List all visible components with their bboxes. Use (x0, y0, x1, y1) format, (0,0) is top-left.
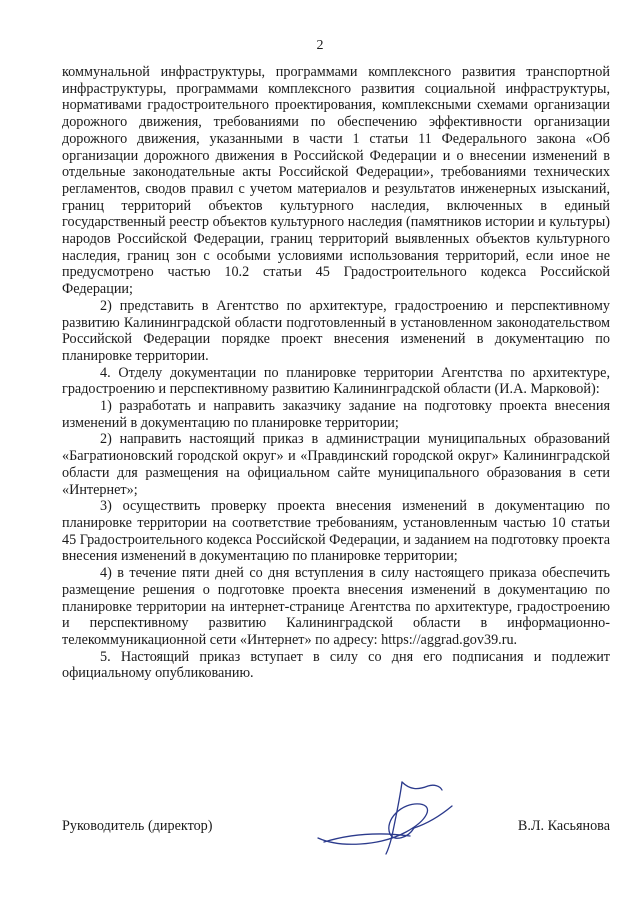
document-body (62, 64, 610, 682)
paragraph-section-5: 5. Настоящий приказ вступает в силу со дня его подписания и подлежит официальному опубликованию. (62, 648, 610, 682)
paragraph-section-4: 4. Отделу документации по планировке территории Агентства по архитектуре, градостроению и перспективному развитию Калининградской области (И.А. Марковой): (62, 364, 610, 398)
paragraph-item-4-2: 2) направить настоящий приказ в администрации муниципальных образований «Багратионовский городской округ» и «Правдинский городской округ» Калининградской области для размещения на официальном сайте муниципального образования в сети «Интернет»; (62, 431, 610, 498)
paragraph-item-4-3: 3) осуществить проверку проекта внесения изменений в документацию по планировке территории на соответствие требованиям, установленным частью 10 статьи 45 Градостроительного кодекса Российской Федерации, и заданием на подготовку проекта внесения изменений в документацию по планировке территории; (62, 498, 610, 565)
paragraph-item-3-2: 2) представить в Агентство по архитектуре, градостроению и перспективному развитию Калининградской области подготовленный в установленном законодательством Российской Федерации порядке проект внесения изменений в документацию по планировке территории. (62, 297, 610, 364)
page-number: 2 (316, 38, 324, 53)
paragraph-item-4-4: 4) в течение пяти дней со дня вступления в силу настоящего приказа обеспечить размещение решения о подготовке проекта внесения изменений в документацию по планировке территории на интернет-странице Агентства по архитектуре, градостроению и перспективному развитию Калининградской области в информационно-телекоммуникационной сети «Интернет» по адресу: https://aggrad.gov39.ru. (62, 565, 610, 648)
paragraph-item-4-1: 1) разработать и направить заказчику задание на подготовку проекта внесения изменений в документацию по планировке территории; (62, 398, 610, 431)
paragraph-continuation: коммунальной инфраструктуры, программами комплексного развития транспортной инфраструктуры, программами комплексного развития социальной инфраструктуры, нормативами градостроительного проектирования, комплексными схемами организации дорожного движения, требованиями по обеспечению эффективности организации дорожного движения, указанными в части 1 статьи 11 Федерального закона «Об организации дорожного движения в Российской Федерации и о внесении изменений в отдельные законодательные акты Российской Федерации», требованиями технических регламентов, сводов правил с учетом материалов и результатов инженерных изысканий, границ территорий объектов культурного наследия, включенных в единый государственный реестр объектов культурного наследия (памятников истории и культуры) народов Российской Федерации, границ территорий выявленных объектов культурного наследия, границ зон с особыми условиями использования территорий, если иное не предусмотрено частью 10.2 статьи 45 Градостроительного кодекса Российской Федерации; (62, 64, 610, 298)
signer-title: Руководитель (директор) (62, 818, 213, 834)
signer-name: В.Л. Касьянова (517, 818, 610, 834)
signature-block (62, 818, 610, 838)
signature-stroke-hook (402, 782, 442, 790)
handwritten-signature (310, 776, 460, 856)
